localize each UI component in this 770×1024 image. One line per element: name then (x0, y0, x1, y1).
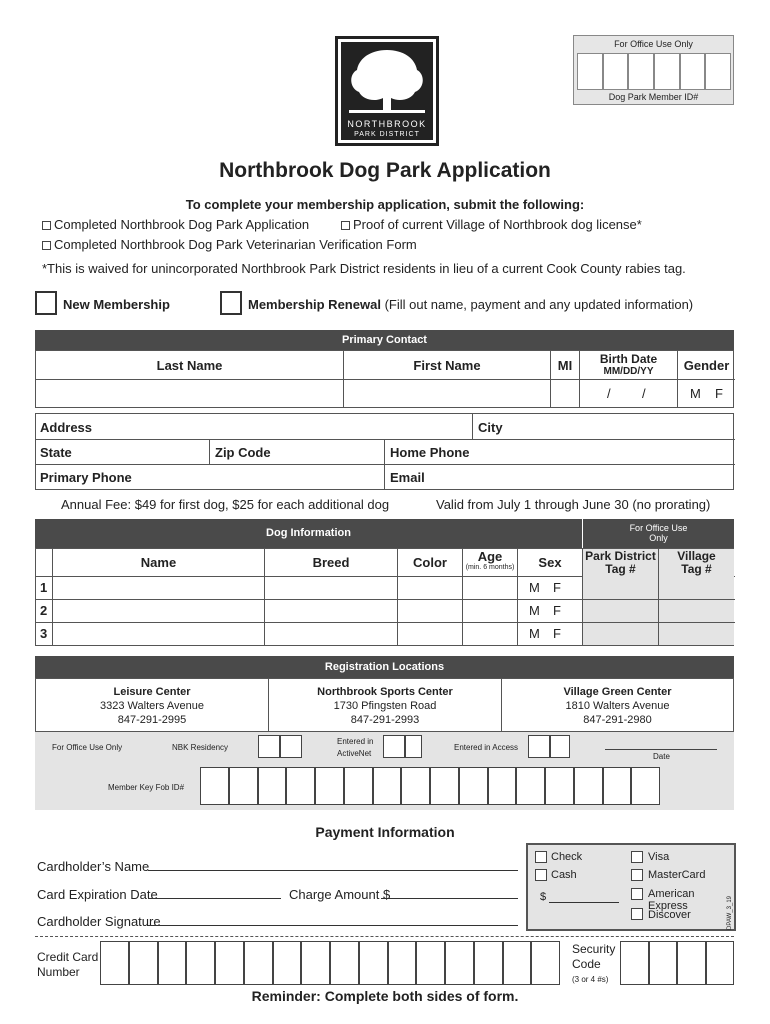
key-fob-digit[interactable] (516, 767, 545, 805)
state-label: State (40, 445, 72, 460)
checklist-item-license (341, 217, 642, 232)
office-use-section (35, 732, 734, 810)
locations-table (35, 678, 734, 732)
new-membership-checkbox[interactable] (35, 291, 57, 315)
dog-row-number: 1 (36, 577, 53, 599)
dog-row-number: 2 (36, 600, 53, 622)
birth-date-header (580, 351, 678, 380)
location-address: 1810 Walters Avenue (565, 700, 670, 712)
instructions-heading: To complete your membership application, submit the following: (185, 197, 585, 212)
visa-label: Visa (648, 851, 670, 863)
dog-breed-input[interactable] (265, 623, 398, 645)
valid-period-text: Valid from July 1 through June 30 (no prorating) (436, 497, 711, 512)
pd-tag-input[interactable] (583, 623, 659, 645)
date-slash: / (642, 386, 646, 401)
key-fob-boxes (200, 767, 660, 805)
cc-number-line1: Credit Card (37, 950, 99, 964)
birth-format-label: MM/DD/YY (603, 366, 654, 377)
home-phone-label: Home Phone (390, 445, 470, 460)
security-digit[interactable] (677, 941, 706, 985)
amex-checkbox[interactable] (631, 888, 643, 900)
cc-digit[interactable] (244, 941, 273, 985)
dog-row-number: 3 (36, 623, 53, 645)
cc-digit[interactable] (158, 941, 187, 985)
dog-office-use-header (582, 519, 734, 548)
security-digit[interactable] (620, 941, 649, 985)
address-label: Address (40, 420, 93, 435)
dog-age-header (463, 549, 518, 577)
logo-line2: PARK DISTRICT (354, 131, 420, 138)
office-use-label: For Office Use Only (52, 743, 123, 752)
member-id-digit[interactable] (603, 53, 629, 90)
cc-digit[interactable] (416, 941, 445, 985)
cc-digit[interactable] (503, 941, 532, 985)
dog-info-table (35, 548, 734, 646)
member-id-digit[interactable] (654, 53, 680, 90)
nbk-box-1[interactable] (258, 735, 280, 758)
dog-breed-header: Breed (265, 549, 398, 577)
key-fob-digit[interactable] (545, 767, 574, 805)
cash-dollar-label: $ (540, 891, 547, 903)
checklist-item-vet (42, 237, 417, 252)
dog-breed-input[interactable] (265, 600, 398, 622)
dog-color-input[interactable] (398, 600, 463, 622)
member-id-digit[interactable] (680, 53, 706, 90)
cardholder-name-label: Cardholder’s Name (37, 859, 150, 874)
primary-phone-label: Primary Phone (40, 470, 132, 485)
security-line2: Code (572, 957, 601, 971)
cash-amount-line[interactable] (549, 902, 619, 903)
checklist-item-label: Completed Northbrook Dog Park Veterinarian Verification Form (54, 237, 417, 252)
activenet-box-1[interactable] (383, 735, 405, 758)
checkbox-icon[interactable] (341, 221, 350, 230)
address-field[interactable] (36, 414, 473, 440)
security-code-boxes (620, 941, 734, 985)
key-fob-digit[interactable] (200, 767, 229, 805)
birth-date-input[interactable] (580, 380, 678, 408)
key-fob-digit[interactable] (286, 767, 315, 805)
dog-sex-input[interactable] (518, 577, 583, 599)
dog-age-input[interactable] (463, 623, 518, 645)
key-fob-digit[interactable] (430, 767, 459, 805)
checkbox-icon[interactable] (42, 221, 51, 230)
location-village-green (502, 679, 733, 731)
activenet-label (337, 736, 373, 760)
renewal-note: (Fill out name, payment and any updated information) (384, 297, 694, 312)
mastercard-checkbox[interactable] (631, 869, 643, 881)
key-fob-digit[interactable] (459, 767, 488, 805)
dog-age-input[interactable] (463, 600, 518, 622)
payment-heading: Payment Information (315, 824, 455, 840)
cc-digit[interactable] (215, 941, 244, 985)
activenet-box-2[interactable] (405, 735, 422, 758)
annual-fee-text: Annual Fee: $49 for first dog, $25 for each additional dog (61, 497, 390, 512)
location-name: Village Green Center (563, 686, 672, 698)
gender-m[interactable]: M (690, 386, 701, 401)
charge-amount-label: Charge Amount $ (289, 887, 391, 902)
cc-digit[interactable] (301, 941, 330, 985)
card-exp-line[interactable] (148, 898, 281, 899)
location-phone: 847-291-2995 (117, 714, 187, 726)
gender-input[interactable] (678, 380, 735, 408)
dog-age-input[interactable] (463, 577, 518, 599)
dog-sex-header: Sex (518, 549, 583, 577)
cc-digit[interactable] (100, 941, 129, 985)
renewal-label-bold: Membership Renewal (248, 297, 381, 312)
cc-digit[interactable] (445, 941, 474, 985)
member-id-caption: Dog Park Member ID# (608, 92, 699, 102)
nbk-box-2[interactable] (280, 735, 302, 758)
visa-checkbox[interactable] (631, 851, 643, 863)
discover-checkbox[interactable] (631, 908, 643, 920)
renewal-checkbox[interactable] (220, 291, 242, 315)
dog-color-input[interactable] (398, 577, 463, 599)
dog-info-header: Dog Information (35, 519, 582, 548)
sex-f[interactable]: F (553, 580, 561, 595)
security-line1: Security (572, 942, 616, 956)
security-digit[interactable] (706, 941, 735, 985)
access-box-1[interactable] (528, 735, 550, 758)
last-name-input[interactable] (36, 380, 344, 408)
primary-contact-header: Primary Contact (35, 330, 734, 350)
nbk-residency-label: NBK Residency (172, 743, 229, 752)
location-phone: 847-291-2993 (350, 714, 420, 726)
sex-m[interactable]: M (529, 580, 540, 595)
zip-field[interactable] (210, 440, 385, 465)
access-label: Entered in Access (454, 743, 519, 752)
key-fob-digit[interactable] (229, 767, 258, 805)
primary-contact-table (35, 350, 734, 408)
first-name-header: First Name (344, 351, 551, 380)
location-sports-center (269, 679, 502, 731)
security-note: (3 or 4 #s) (572, 975, 609, 984)
charge-amount-line[interactable] (381, 898, 518, 899)
location-leisure-center (36, 679, 269, 731)
email-label: Email (390, 470, 425, 485)
activenet-line1: Entered in (337, 737, 374, 746)
email-field[interactable] (385, 465, 735, 489)
locations-header: Registration Locations (35, 656, 734, 678)
dog-sex-input[interactable] (518, 623, 583, 645)
village-tag-input[interactable] (659, 577, 734, 599)
dog-sex-input[interactable] (518, 600, 583, 622)
checklist-item-label: Proof of current Village of Northbrook dog license* (353, 217, 642, 232)
cc-digit[interactable] (330, 941, 359, 985)
dog-breed-input[interactable] (265, 577, 398, 599)
location-name: Northbrook Sports Center (317, 686, 453, 698)
checklist-item-label: Completed Northbrook Dog Park Application (54, 217, 310, 232)
dog-name-input[interactable] (53, 600, 265, 622)
check-checkbox[interactable] (535, 851, 547, 863)
date-label: Date (653, 752, 670, 761)
cc-digit[interactable] (186, 941, 215, 985)
page-title: Northbrook Dog Park Application (219, 159, 551, 182)
location-name: Leisure Center (113, 686, 191, 698)
discover-label: Discover (648, 909, 691, 921)
key-fob-digit[interactable] (344, 767, 373, 805)
cc-number-boxes (100, 941, 560, 985)
key-fob-digit[interactable] (258, 767, 287, 805)
sex-m[interactable]: M (529, 626, 540, 641)
check-label: Check (551, 851, 583, 863)
location-address: 1730 Pfingsten Road (333, 700, 437, 712)
park-district-logo (335, 36, 439, 146)
address-table (35, 413, 734, 490)
reminder-text: Reminder: Complete both sides of form. (251, 988, 519, 1004)
pd-tag-input[interactable] (583, 577, 659, 599)
gender-f[interactable]: F (715, 386, 723, 401)
primary-phone-field[interactable] (36, 465, 385, 489)
cc-number-label (37, 950, 98, 980)
village-tag-header: Village Tag # (659, 549, 734, 577)
key-fob-label: Member Key Fob ID# (108, 783, 185, 792)
amex-label: American Express (648, 888, 695, 912)
sex-m[interactable]: M (529, 603, 540, 618)
waiver-note: *This is waived for unincorporated Northbrook Park District residents in lieu of a current Cook County rabies tag. (42, 261, 686, 276)
date-slash: / (607, 386, 611, 401)
city-field[interactable] (473, 414, 735, 440)
cc-digit[interactable] (129, 941, 158, 985)
card-exp-label: Card Expiration Date (37, 887, 158, 902)
cash-label: Cash (551, 869, 577, 881)
signature-label: Cardholder Signature (37, 914, 161, 929)
first-name-input[interactable] (344, 380, 551, 408)
location-phone: 847-291-2980 (583, 714, 652, 726)
dog-office-use-label: For Office Use Only (629, 523, 688, 543)
security-digit[interactable] (649, 941, 678, 985)
mi-header: MI (551, 351, 580, 380)
access-box-2[interactable] (550, 735, 570, 758)
sex-f[interactable]: F (553, 626, 561, 641)
home-phone-field[interactable] (385, 440, 735, 465)
zip-label: Zip Code (215, 445, 271, 460)
mastercard-label: MasterCard (648, 869, 706, 881)
oak-tree-icon (341, 44, 433, 118)
member-id-digit[interactable] (628, 53, 654, 90)
cc-number-line2: Number (37, 965, 80, 979)
dog-num-header (36, 549, 53, 577)
gender-header: Gender (678, 351, 735, 380)
key-fob-digit[interactable] (315, 767, 344, 805)
key-fob-digit[interactable] (401, 767, 430, 805)
date-line[interactable] (605, 749, 717, 750)
key-fob-digit[interactable] (574, 767, 603, 805)
pd-tag-input[interactable] (583, 600, 659, 622)
payment-method-box (526, 843, 736, 931)
cc-digit[interactable] (474, 941, 503, 985)
dashed-separator (35, 936, 734, 937)
member-id-digit[interactable] (705, 53, 731, 90)
office-use-title: For Office Use Only (614, 39, 693, 49)
dog-age-label: Age (477, 549, 503, 564)
activenet-line2: ActiveNet (337, 749, 372, 758)
renewal-label (248, 297, 693, 312)
village-tag-input[interactable] (659, 600, 734, 622)
dog-row-1 (36, 577, 735, 600)
cc-digit[interactable] (273, 941, 302, 985)
dog-name-header: Name (53, 549, 265, 577)
cc-digit[interactable] (531, 941, 560, 985)
form-code: DPAW_3_19 (727, 895, 733, 930)
checklist-item-application (42, 217, 309, 232)
dog-row-3 (36, 623, 735, 646)
office-member-id-box (573, 35, 734, 105)
logo-line1: NORTHBROOK (347, 119, 427, 129)
cc-digit[interactable] (359, 941, 388, 985)
dog-name-input[interactable] (53, 623, 265, 645)
dog-name-input[interactable] (53, 577, 265, 599)
mi-input[interactable] (551, 380, 580, 408)
dog-age-note: (min. 6 months) (465, 564, 515, 571)
state-field[interactable] (36, 440, 210, 465)
dog-row-2 (36, 600, 735, 623)
cardholder-name-line[interactable] (148, 870, 518, 871)
sex-f[interactable]: F (553, 603, 561, 618)
key-fob-digit[interactable] (373, 767, 402, 805)
cc-digit[interactable] (388, 941, 417, 985)
village-tag-input[interactable] (659, 623, 734, 645)
signature-line[interactable] (148, 925, 518, 926)
new-membership-label: New Membership (63, 297, 170, 312)
security-code-label (572, 942, 615, 987)
dog-color-header: Color (398, 549, 463, 577)
location-address: 3323 Walters Avenue (100, 700, 204, 712)
birth-date-label: Birth Date (599, 352, 658, 366)
cash-checkbox[interactable] (535, 869, 547, 881)
member-id-digit[interactable] (577, 53, 603, 90)
key-fob-digit[interactable] (488, 767, 517, 805)
key-fob-digit[interactable] (631, 767, 660, 805)
pd-tag-header: Park District Tag # (583, 549, 659, 577)
checkbox-icon[interactable] (42, 241, 51, 250)
last-name-header: Last Name (36, 351, 344, 380)
key-fob-digit[interactable] (603, 767, 632, 805)
dog-color-input[interactable] (398, 623, 463, 645)
city-label: City (478, 420, 503, 435)
